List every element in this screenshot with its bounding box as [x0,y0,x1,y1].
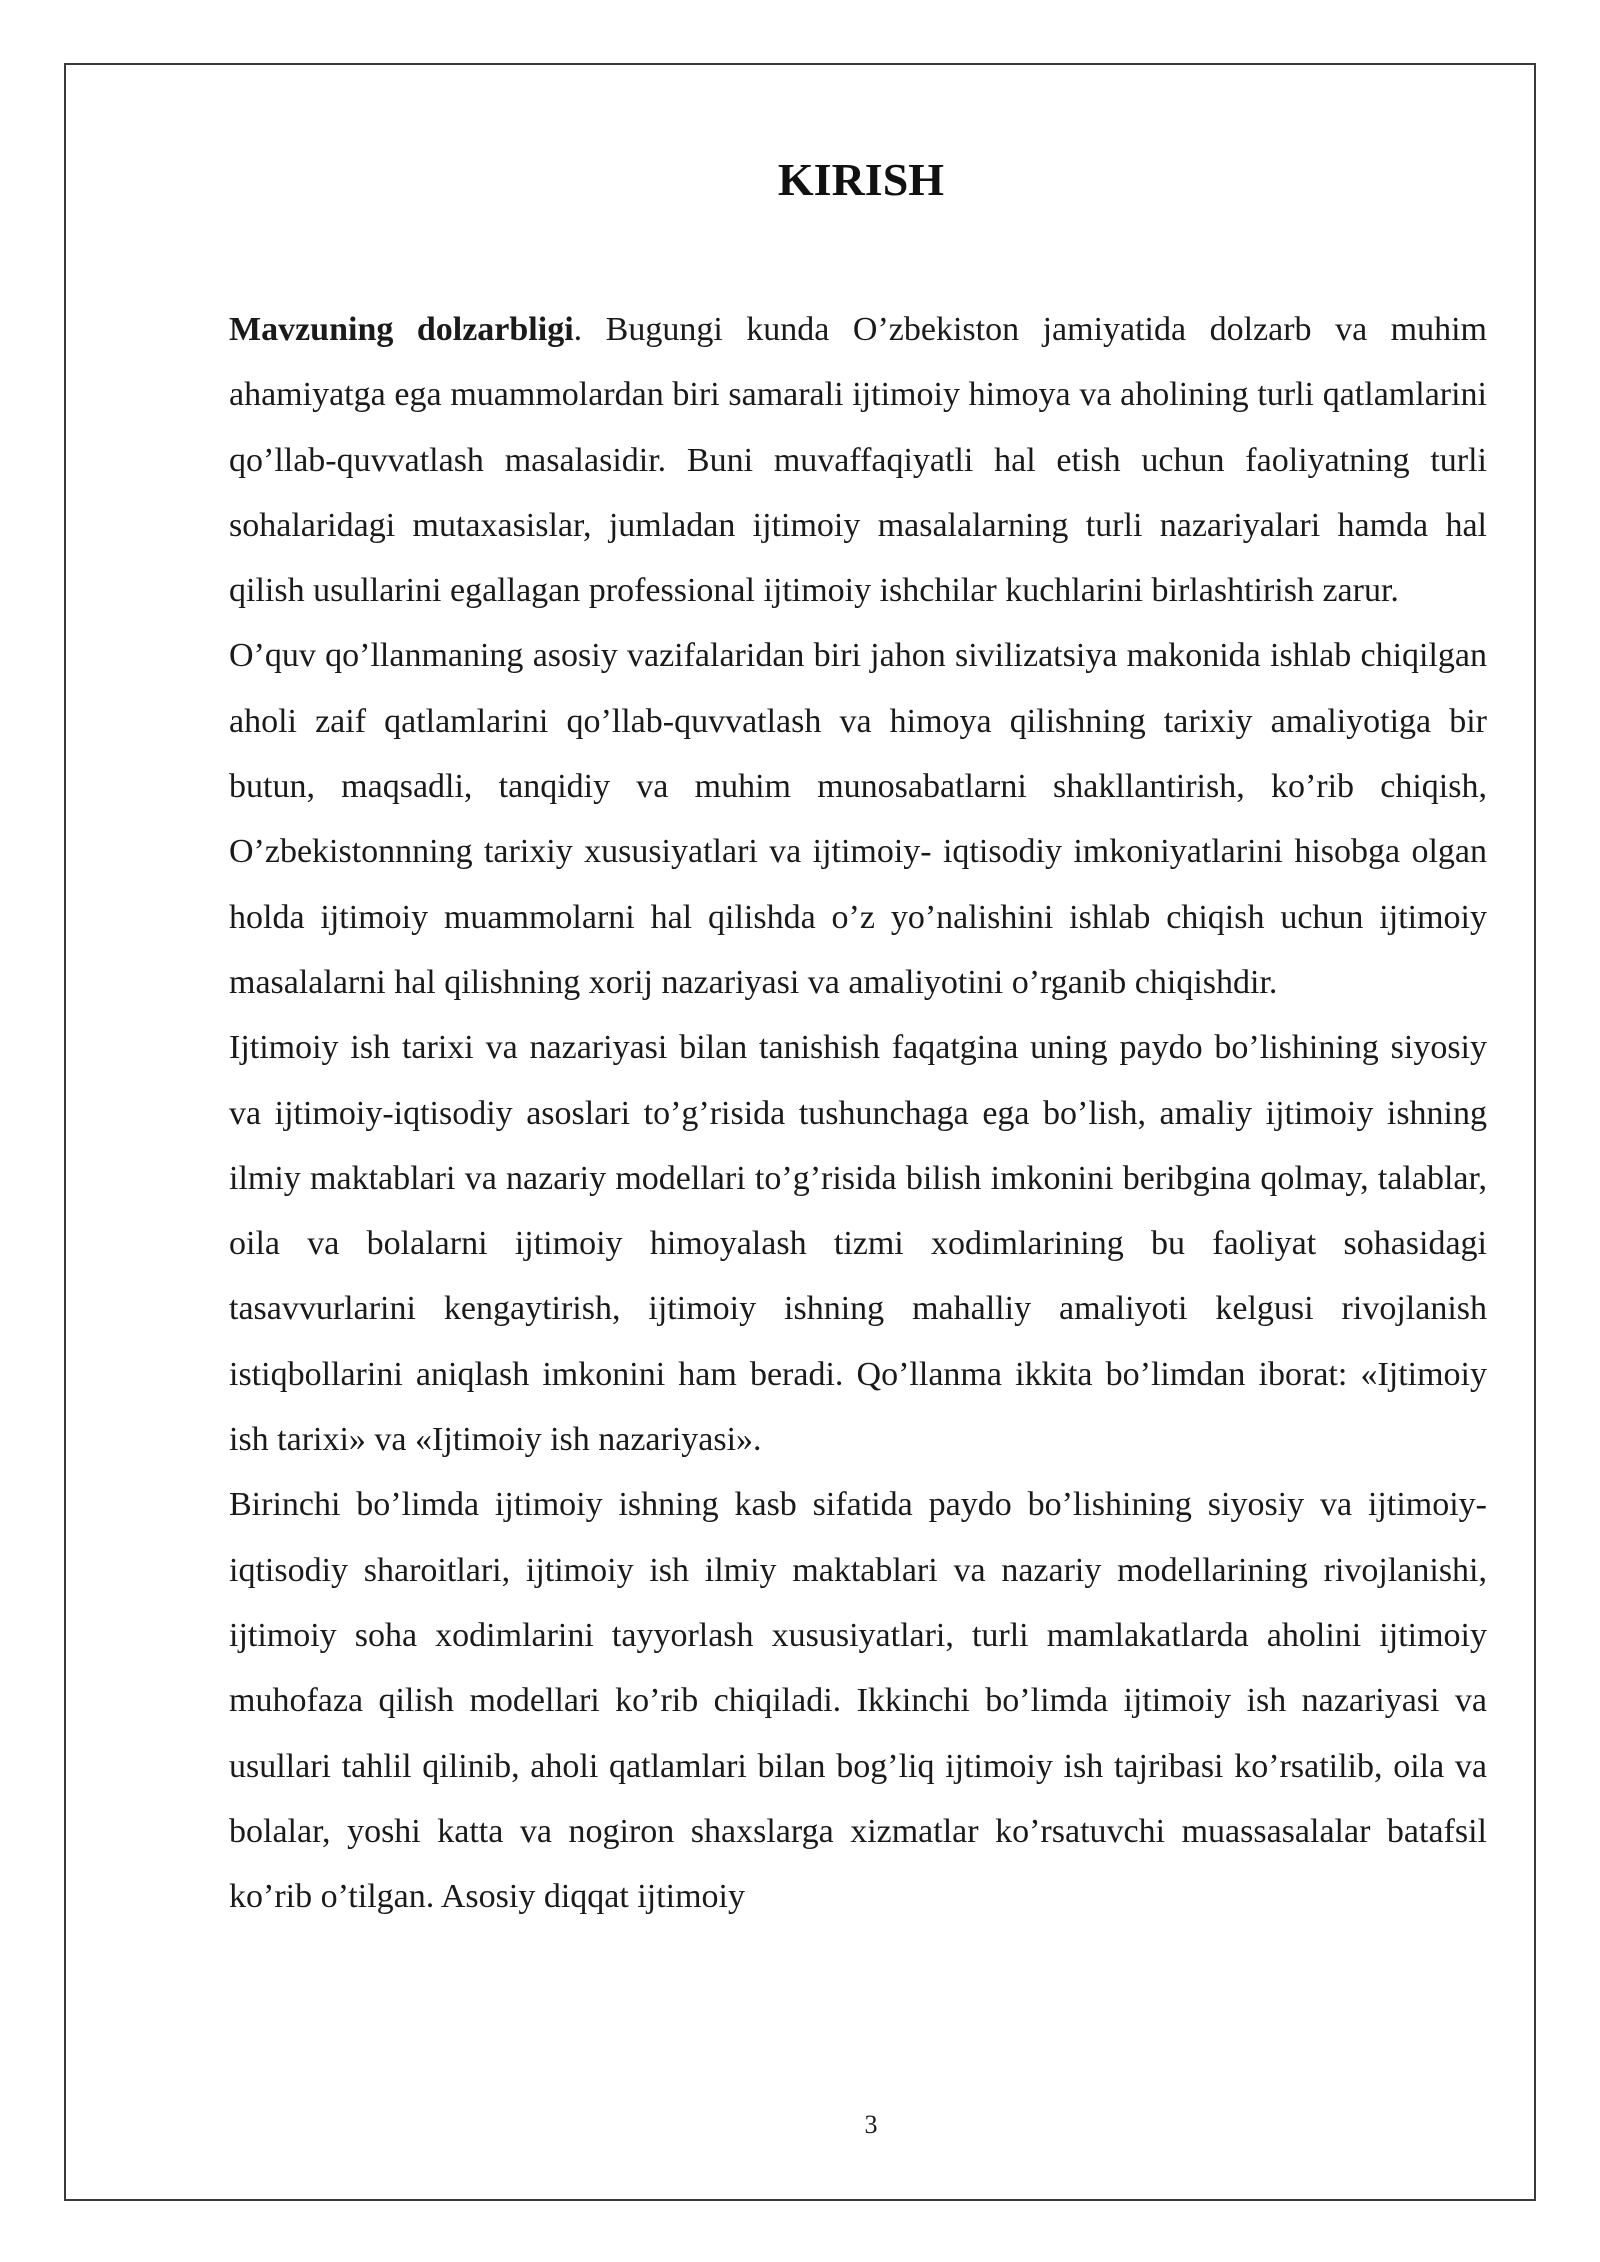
document-body [229,297,1487,1929]
paragraph-overview: Ijtimoiy ish tarixi va nazariyasi bilan tanishish faqatgina uning paydo bo’lishining siyosiy va ijtimoiy-iqtisodiy asoslari to’g’risida tushunchaga ega bo’lish, amaliy ijtimoiy ishning ilmiy maktablari va nazariy modellari to’g’risida bilish imkonini beribgina qolmay, talablar, oila va bolalarni ijtimoiy himoyalash tizmi xodimlarining bu faoliyat sohasidagi tasavvurlarini kengaytirish, ijtimoiy ishning mahalliy amaliyoti kelgusi rivojlanish istiqbollarini aniqlash imkonini ham beradi. Qo’llanma ikkita bo’limdan iborat: «Ijtimoiy ish tarixi» va «Ijtimoiy ish nazariyasi». [229,1029,1487,1459]
paragraph-sections: Birinchi bo’limda ijtimoiy ishning kasb sifatida paydo bo’lishining siyosiy va ijtimoiy-iqtisodiy sharoitlari, ijtimoiy ish ilmiy maktablari va nazariy modellarining rivojlanishi, ijtimoiy soha xodimlarini tayyorlash xususiyatlari, turli mamlakatlarda aholini ijtimoiy muhofaza qilish modellari ko’rib chiqiladi. Ikkinchi bo’limda ijtimoiy ish nazariyasi va usullari tahlil qilinib, aholi qatlamlari bilan bog’liq ijtimoiy ish tajribasi ko’rsatilib, oila va bolalar, yoshi katta va nogiron shaxslarga xizmatlar ko’rsatuvchi muassasalalar batafsil ko’rib o’tilgan. Asosiy diqqat ijtimoiy [229,1486,1487,1916]
page-number: 3 [864,2110,878,2139]
paragraph-goal: O’quv qo’llanmaning asosiy vazifalaridan biri jahon sivilizatsiya makonida ishlab chiqilgan aholi zaif qatlamlarini qo’llab-quvvatlash va himoya qilishning tarixiy amaliyotiga bir butun, maqsadli, tanqidiy va muhim munosabatlarni shakllantirish, ko’rib chiqish, O’zbekistonnning tarixiy xususiyatlari va ijtimoiy- iqtisodiy imkoniyatlarini hisobga olgan holda ijtimoiy muammolarni hal qilishda o’z yo’nalishini ishlab chiqish uchun ijtimoiy masalalarni hal qilishning xorij nazariyasi va amaliyotini o’rganib chiqishdir. [229,637,1487,1001]
paragraph-relevance [229,297,1487,623]
paragraph-text: . Bugungi kunda O’zbekiston jamiyatida dolzarb va muhim ahamiyatga ega muammolardan biri samarali ijtimoiy himoya va aholining turli qatlamlarini qo’llab-quvvatlash masalasidir. Buni muvaffaqiyatli hal etish uchun faoliyatning turli sohalaridagi mutaxasislar, jumladan ijtimoiy masalalarning turli nazariyalari hamda hal qilish usullarini egallagan professional ijtimoiy ishchilar kuchlarini birlashtirish zarur. [229,311,1488,610]
page-title: KIRISH [777,154,945,205]
paragraph-lead: Mavzuning dolzarbligi [229,311,574,348]
